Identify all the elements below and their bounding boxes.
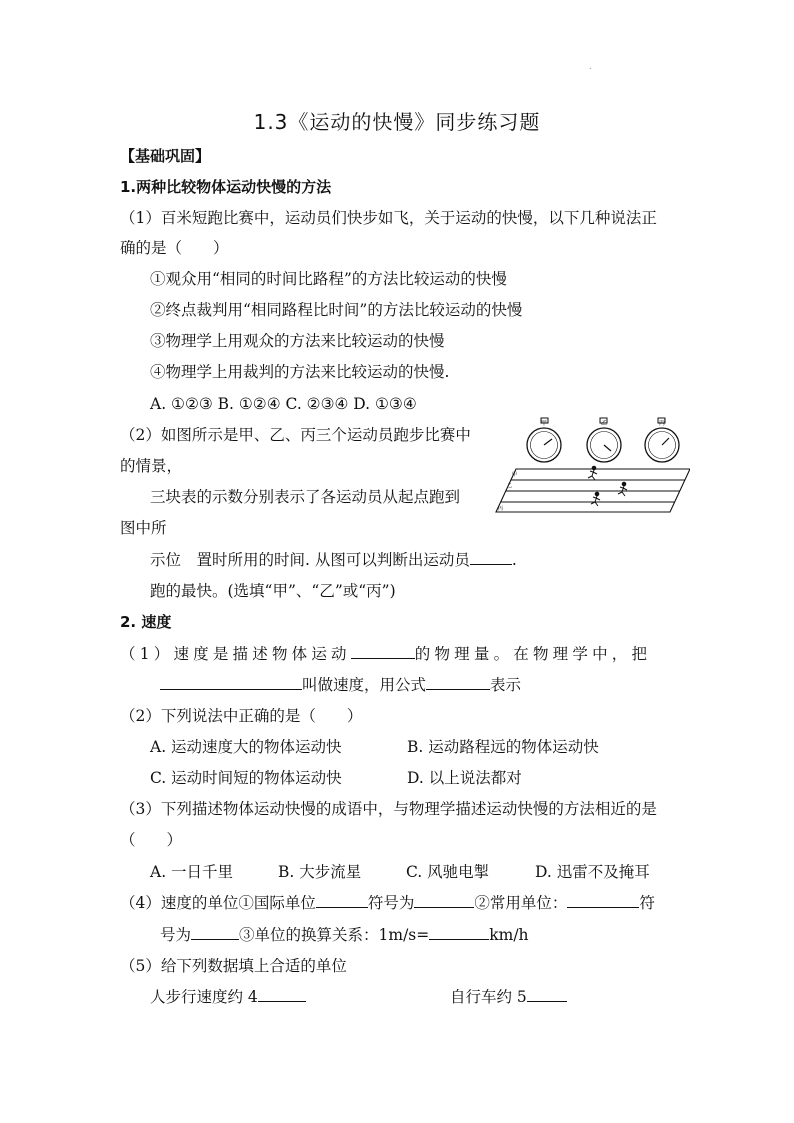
question-text: ③单位的换算关系：1m/s= [239,926,430,944]
question-text: 叫做速度，用公式 [302,676,427,694]
option-text: D. 以上说法都对 [407,769,522,787]
label-jia: 甲 [540,420,548,427]
question-text: （4）速度的单位①国际单位 [120,894,316,912]
question-text: 三块表的示数分别表示了各运动员从起点跑到 [150,488,461,506]
question-text: 号为 [160,926,192,944]
question-text: 表示 [490,676,522,694]
race-track-figure [494,416,690,516]
answer-blank[interactable] [414,893,474,908]
answer-blank[interactable] [567,893,639,908]
option-text: ④物理学上用裁判的方法来比较运动的快慢. [150,363,450,381]
stopwatch-bing-icon [645,418,679,462]
option-text: ③物理学上用观众的方法来比较运动的快慢 [150,332,445,350]
answer-blank[interactable] [527,987,567,1002]
question-text [160,925,529,945]
label-bing: 丙 [658,420,666,427]
answer-blank[interactable] [426,675,490,690]
option-text: C. 风驰电掣 [406,863,490,881]
question-text [120,893,655,913]
question-text: （1）百米短跑比赛中，运动员们快步如飞，关于运动的快慢，以下几种说法正 [120,209,657,227]
option-text: A. 运动速度大的物体运动快 [150,738,342,756]
option-text: B. 运动路程远的物体运动快 [407,738,599,756]
option-text: C. 运动时间短的物体运动快 [150,769,342,787]
question-text: 的情景， [120,457,183,475]
question-text: 符 [639,894,655,912]
question-text: 图中所 [120,519,167,537]
question-text: （5）给下列数据填上合适的单位 [120,957,347,975]
question-text: （ ） [120,831,183,849]
answer-blank[interactable] [429,925,489,940]
answer-blank[interactable] [470,550,512,565]
question-text: （2）下列说法中正确的是（ ） [120,707,363,725]
answer-choices: A. ①②③ B. ①②④ C. ②③④ D. ①③④ [150,395,417,413]
lane-label-bing: 丙 [498,506,504,512]
option-text: D. 迅雷不及掩耳 [535,863,650,881]
question-text: 示位 置时所用的时间. 从图可以判断出运动员 [150,551,470,569]
question-text [160,675,521,695]
subsection-title: 2. 速度 [120,613,172,631]
option-text: B. 大步流星 [278,863,362,881]
question-text: ②常用单位： [474,894,568,912]
page-mark: . [589,62,592,71]
question-text: 的物理量。在物理学中，把 [414,645,652,663]
answer-blank[interactable] [160,675,302,690]
track-lanes [496,469,690,512]
question-text: 跑的最快。(选填“甲”、“乙”或“丙”) [150,582,396,600]
question-text: （3）下列描述物体运动快慢的成语中，与物理学描述运动快慢的方法相近的是 [120,800,657,818]
question-text [450,987,567,1007]
option-text: ②终点裁判用“相同路程比时间”的方法比较运动的快慢 [150,301,523,319]
question-text: （2）如图所示是甲、乙、丙三个运动员跑步比赛中 [120,426,471,444]
runner-jia-icon [588,466,597,480]
question-text: 人步行速度约 4 [150,988,258,1006]
answer-blank[interactable] [316,893,368,908]
question-text: . [511,551,517,569]
question-text: 确的是（ ） [120,239,229,257]
question-text: 自行车约 5 [450,988,527,1006]
answer-blank[interactable] [191,925,239,940]
stopwatch-yi-icon [587,418,621,462]
subsection-title: 1.两种比较物体运动快慢的方法 [120,178,332,196]
question-text: km/h [489,926,529,944]
question-text [150,550,517,570]
question-text: 符号为 [367,894,415,912]
answer-blank[interactable] [351,644,415,659]
runner-bing-icon [591,492,600,506]
question-text [120,644,651,664]
section-heading: 【基础巩固】 [120,147,211,165]
stopwatch-jia-icon [527,418,561,462]
option-text: ①观众用“相同的时间比路程”的方法比较运动的快慢 [150,270,507,288]
question-text [150,987,306,1007]
lane-label-jia: 甲 [512,472,518,478]
page-title: 1.3《运动的快慢》同步练习题 [253,110,541,134]
runner-yi-icon [618,482,627,496]
answer-blank[interactable] [258,987,306,1002]
lane-label-yi: 乙 [507,483,513,489]
question-text: （1）速度是描述物体运动 [120,645,351,663]
option-text: A. 一日千里 [150,863,234,881]
label-yi: 乙 [600,420,608,427]
